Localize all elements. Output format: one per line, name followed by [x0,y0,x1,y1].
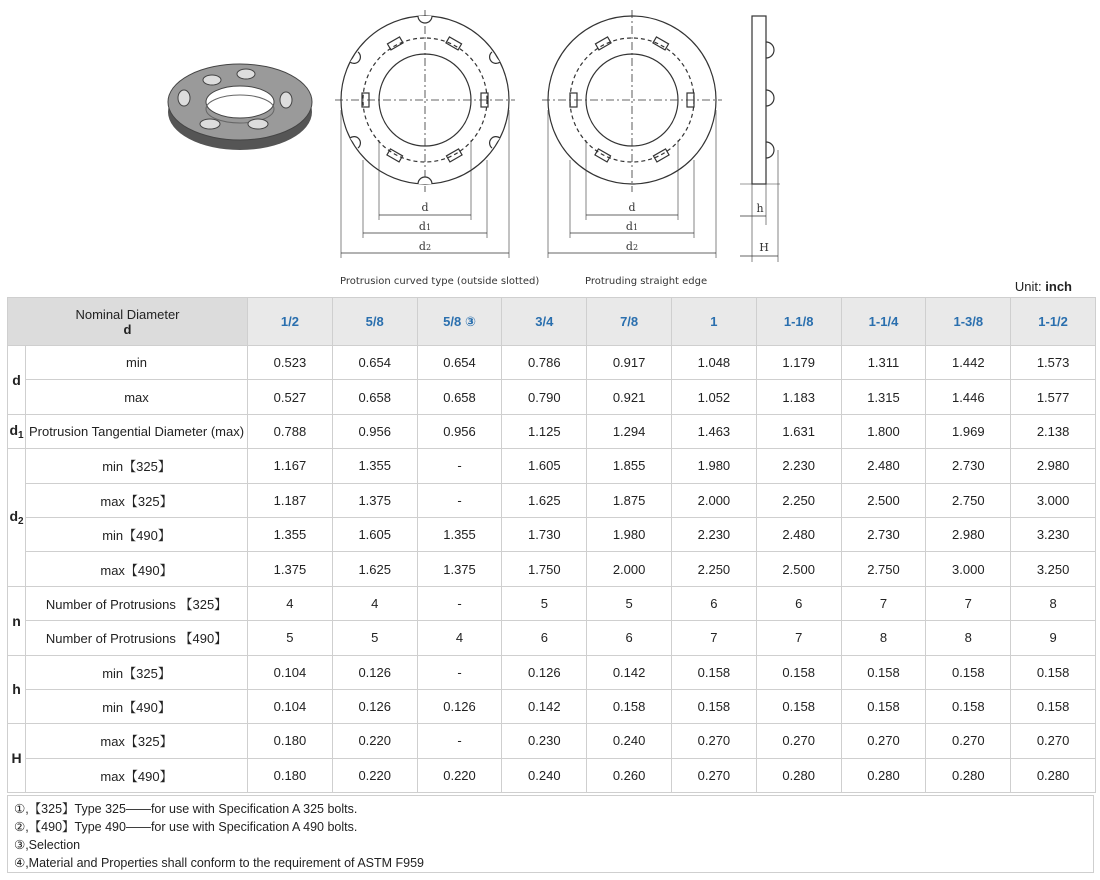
row-label: max [26,380,248,414]
value-cell: 0.956 [332,414,417,448]
table-row [8,689,1096,723]
value-cell: 2.500 [756,552,841,586]
value-cell: 2.250 [672,552,757,586]
value-cell: 1.855 [587,449,672,483]
group-symbol-text: d [9,507,18,524]
value-cell: 0.126 [502,655,587,689]
value-cell: 0.523 [248,346,333,380]
table-row [8,449,1096,483]
value-cell: 0.158 [926,655,1011,689]
group-symbol [8,586,26,655]
value-cell: 0.786 [502,346,587,380]
value-cell: 0.921 [587,380,672,414]
value-cell: 7 [672,621,757,655]
value-cell: 0.658 [332,380,417,414]
value-cell: 1.980 [587,517,672,551]
value-cell: 0.280 [1011,758,1096,792]
value-cell: 2.750 [926,483,1011,517]
group-symbol [8,724,26,793]
value-cell: - [417,449,502,483]
value-cell: 8 [1011,586,1096,620]
value-cell: 2.500 [841,483,926,517]
value-cell: 0.280 [841,758,926,792]
value-cell: 0.220 [332,758,417,792]
value-cell: 0.260 [587,758,672,792]
unit-value: inch [1045,279,1072,294]
value-cell: 1.187 [248,483,333,517]
value-cell: - [417,655,502,689]
value-cell: 8 [841,621,926,655]
row-label: Protrusion Tangential Diameter (max) [26,414,248,448]
value-cell: 2.250 [756,483,841,517]
value-cell: 2.980 [1011,449,1096,483]
table-row [8,758,1096,792]
size-header: 1-1/8 [756,298,841,346]
header-row [8,298,1096,346]
value-cell: 0.104 [248,689,333,723]
row-label: Number of Protrusions 【490】 [26,621,248,655]
value-cell: 1.375 [332,483,417,517]
value-cell: 1.446 [926,380,1011,414]
value-cell: 4 [332,586,417,620]
dim-d2-straight: d2 [625,240,639,253]
dim-h: h [756,202,764,215]
value-cell: 2.730 [926,449,1011,483]
row-label: min【325】 [26,655,248,689]
value-cell: 0.158 [926,689,1011,723]
value-cell: 2.000 [587,552,672,586]
dim-d1-straight: d1 [625,220,639,233]
value-cell: 9 [1011,621,1096,655]
value-cell: 0.126 [417,689,502,723]
table-row [8,380,1096,414]
value-cell: 1.375 [248,552,333,586]
washer-side-view [740,16,780,262]
value-cell: 0.240 [587,724,672,758]
dim-d-curved: d [421,201,429,214]
value-cell: 1.969 [926,414,1011,448]
row-label: min【490】 [26,517,248,551]
value-cell: 2.480 [756,517,841,551]
value-cell: 0.158 [841,655,926,689]
value-cell: 0.180 [248,724,333,758]
unit-label: Unit: inch [1014,279,1072,294]
value-cell: 1.730 [502,517,587,551]
value-cell: 0.158 [756,689,841,723]
value-cell: 1.052 [672,380,757,414]
value-cell: 7 [926,586,1011,620]
group-symbol-text: d [12,371,21,388]
value-cell: 0.158 [672,689,757,723]
value-cell: 1.442 [926,346,1011,380]
value-cell: 2.730 [841,517,926,551]
value-cell: 2.980 [926,517,1011,551]
value-cell: 8 [926,621,1011,655]
value-cell: 1.183 [756,380,841,414]
value-cell: 0.270 [926,724,1011,758]
value-cell: 1.573 [1011,346,1096,380]
value-cell: 1.463 [672,414,757,448]
value-cell: 0.280 [926,758,1011,792]
table-row [8,346,1096,380]
value-cell: 2.480 [841,449,926,483]
value-cell: 1.980 [672,449,757,483]
value-cell: 1.355 [248,517,333,551]
value-cell: 1.750 [502,552,587,586]
footnote: ①,【325】Type 325——for use with Specification A 325 bolts. [14,802,358,816]
row-label: min [26,346,248,380]
size-header: 1-3/8 [926,298,1011,346]
value-cell: 0.104 [248,655,333,689]
value-cell: 0.158 [1011,689,1096,723]
value-cell: 0.654 [417,346,502,380]
value-cell: 1.048 [672,346,757,380]
value-cell: 1.605 [332,517,417,551]
value-cell: 2.230 [672,517,757,551]
value-cell: 3.230 [1011,517,1096,551]
nominal-diameter-label: Nominal Diameter [75,306,180,322]
table-row [8,517,1096,551]
value-cell: 0.220 [417,758,502,792]
value-cell: 1.631 [756,414,841,448]
dim-d1-curved: d1 [418,220,432,233]
value-cell: - [417,586,502,620]
value-cell: 2.000 [672,483,757,517]
value-cell: 2.138 [1011,414,1096,448]
dim-H: H [759,241,769,254]
value-cell: - [417,483,502,517]
value-cell: 0.142 [587,655,672,689]
value-cell: 5 [332,621,417,655]
value-cell: 0.270 [841,724,926,758]
row-label: min【325】 [26,449,248,483]
group-symbol [8,449,26,587]
spec-table [7,297,1096,793]
value-cell: 0.158 [672,655,757,689]
value-cell: 1.577 [1011,380,1096,414]
value-cell: 0.158 [841,689,926,723]
size-header: 1 [672,298,757,346]
value-cell: 0.527 [248,380,333,414]
nominal-diameter-header [8,298,248,346]
table-row [8,655,1096,689]
size-header: 7/8 [587,298,672,346]
table-row [8,414,1096,448]
group-symbol-text: n [12,612,21,629]
value-cell: 4 [417,621,502,655]
value-cell: 3.000 [926,552,1011,586]
size-header: 1/2 [248,298,333,346]
footnote: ③,Selection [14,838,81,852]
value-cell: 5 [502,586,587,620]
size-header: 3/4 [502,298,587,346]
value-cell: 1.179 [756,346,841,380]
table-row [8,586,1096,620]
value-cell: 5 [248,621,333,655]
group-symbol-text: h [12,681,21,698]
value-cell: 1.355 [417,517,502,551]
footnote: ②,【490】Type 490——for use with Specification A 490 bolts. [14,820,358,834]
row-label: Number of Protrusions 【325】 [26,586,248,620]
value-cell: 1.625 [332,552,417,586]
value-cell: 0.788 [248,414,333,448]
value-cell: 0.270 [756,724,841,758]
footnotes [7,795,1094,873]
footnote: ④,Material and Properties shall conform to the requirement of ASTM F959 [14,856,425,870]
value-cell: 1.800 [841,414,926,448]
value-cell: 0.158 [1011,655,1096,689]
value-cell: 1.375 [417,552,502,586]
value-cell: 1.311 [841,346,926,380]
row-label: min【490】 [26,689,248,723]
caption-curved-type: Protrusion curved type (outside slotted) [340,276,540,287]
value-cell: 0.142 [502,689,587,723]
row-label: max【325】 [26,724,248,758]
group-symbol [8,655,26,724]
value-cell: 4 [248,586,333,620]
caption-straight-type: Protruding straight edge [585,276,708,287]
group-symbol [8,346,26,415]
technical-drawings [0,0,1100,295]
dim-d-straight: d [628,201,636,214]
value-cell: 0.220 [332,724,417,758]
row-label: max【490】 [26,758,248,792]
value-cell: 2.230 [756,449,841,483]
value-cell: 5 [587,586,672,620]
value-cell: 0.158 [756,655,841,689]
value-cell: 0.158 [587,689,672,723]
value-cell: 1.875 [587,483,672,517]
row-label: max【325】 [26,483,248,517]
value-cell: 0.270 [1011,724,1096,758]
group-symbol-text: d [9,421,18,438]
value-cell: 1.355 [332,449,417,483]
value-cell: 0.790 [502,380,587,414]
value-cell: 3.000 [1011,483,1096,517]
value-cell: 6 [756,586,841,620]
table-row [8,552,1096,586]
value-cell: 1.167 [248,449,333,483]
value-cell: 0.917 [587,346,672,380]
value-cell: 0.230 [502,724,587,758]
group-symbol-subscript: 2 [18,515,24,527]
value-cell: 3.250 [1011,552,1096,586]
table-row [8,724,1096,758]
value-cell: 0.654 [332,346,417,380]
value-cell: 6 [672,586,757,620]
dim-d2-curved: d2 [418,240,432,253]
group-symbol [8,414,26,448]
value-cell: - [417,724,502,758]
washer-3d-illustration [168,64,312,150]
size-header: 1-1/2 [1011,298,1096,346]
value-cell: 1.294 [587,414,672,448]
value-cell: 0.280 [756,758,841,792]
size-header: 5/8 ③ [417,298,502,346]
value-cell: 7 [841,586,926,620]
value-cell: 0.126 [332,655,417,689]
value-cell: 0.240 [502,758,587,792]
group-symbol-subscript: 1 [18,429,24,441]
value-cell: 1.605 [502,449,587,483]
value-cell: 1.125 [502,414,587,448]
row-label: max【490】 [26,552,248,586]
value-cell: 0.270 [672,724,757,758]
value-cell: 2.750 [841,552,926,586]
nominal-diameter-symbol: d [123,321,132,337]
table-row [8,483,1096,517]
value-cell: 0.270 [672,758,757,792]
table-row [8,621,1096,655]
value-cell: 6 [587,621,672,655]
value-cell: 0.658 [417,380,502,414]
value-cell: 1.625 [502,483,587,517]
value-cell: 1.315 [841,380,926,414]
value-cell: 7 [756,621,841,655]
size-header: 5/8 [332,298,417,346]
size-header: 1-1/4 [841,298,926,346]
value-cell: 0.956 [417,414,502,448]
value-cell: 0.180 [248,758,333,792]
group-symbol-text: H [11,750,22,767]
value-cell: 0.126 [332,689,417,723]
value-cell: 6 [502,621,587,655]
